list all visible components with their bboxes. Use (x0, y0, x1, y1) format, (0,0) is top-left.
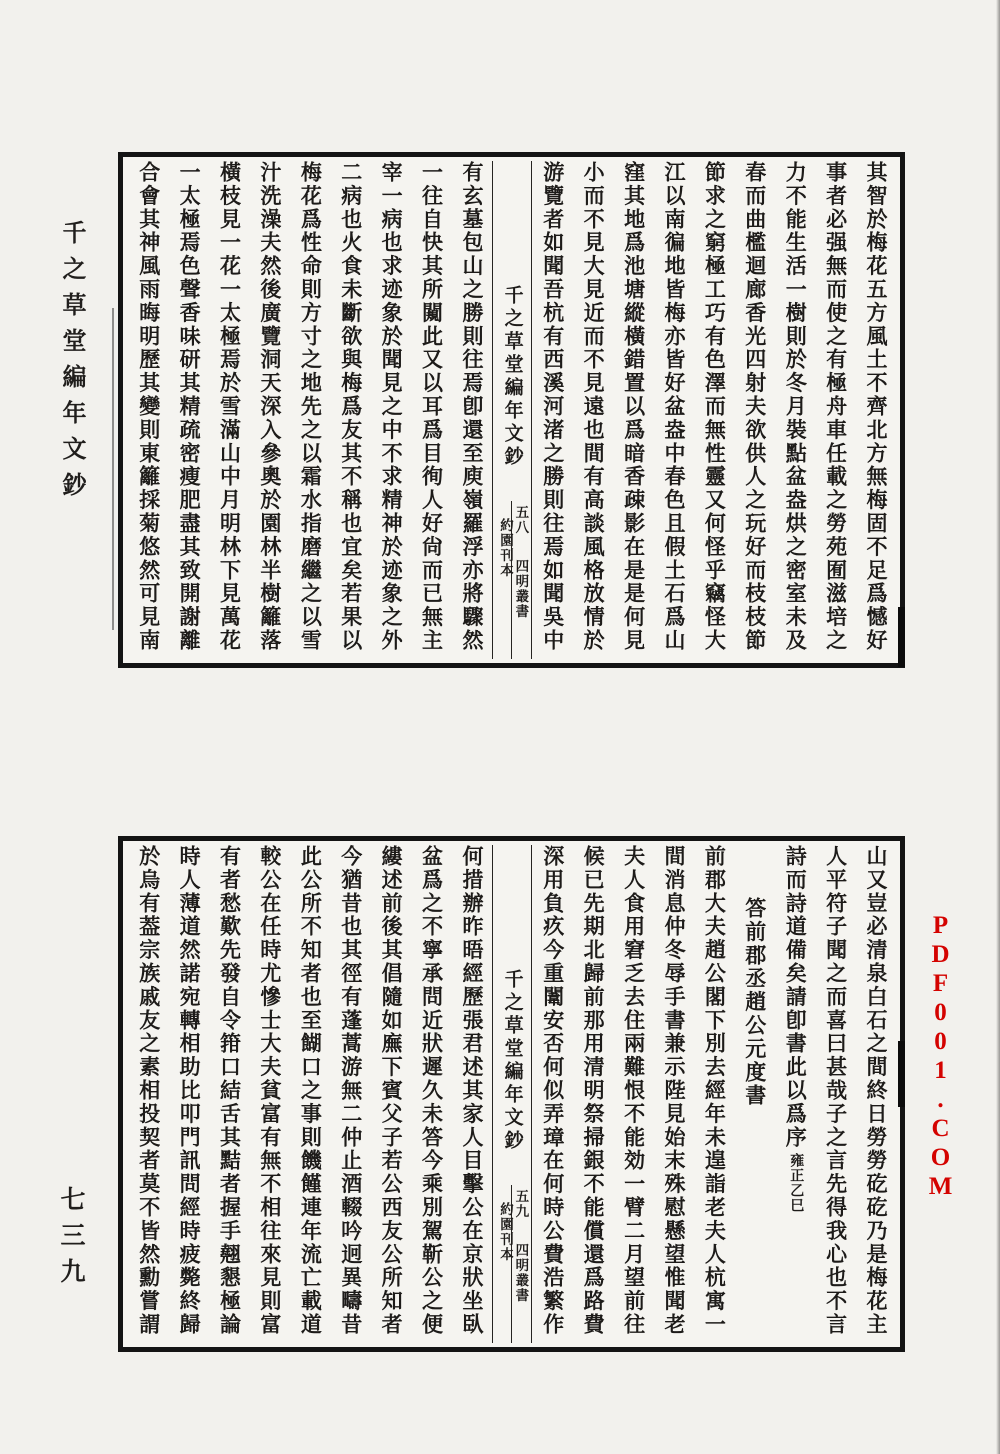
text-column: 較公在任時尤慘士大夫貧富有無不相往來見則富 (257, 845, 282, 1337)
bottom-columns (127, 845, 896, 1343)
text-column: 於烏有葢宗族戚友之素相投契者莫不皆然勳嘗謂 (136, 845, 161, 1337)
center-title-column (492, 845, 532, 1343)
edition-label: 約園刊本 (497, 518, 513, 578)
center-title-column (492, 161, 532, 659)
text-column: 候已先期北歸前那用清明祭掃銀不能償還爲路費 (581, 845, 606, 1337)
text-column: 窪其地爲池塘縱橫錯置以爲暗香疎影在是是何見 (621, 161, 646, 653)
text-column: 山又豈必清泉白石之間終日勞勞矻矻乃是梅花主 (864, 845, 888, 1337)
text-column: 江以南徧地皆梅亦皆好盆盎中春色且假土石爲山 (661, 161, 686, 653)
date-note: 雍正乙巳 (788, 1153, 804, 1214)
folio-label: 五八 (513, 505, 529, 535)
border-tab (898, 1041, 905, 1107)
text-column: 事者必强無而使之有極舟車任載之勞苑囿滋培之 (823, 161, 848, 653)
text-column: 力不能生活一樹則於冬月裝點盆盎烘之密室未及 (783, 161, 808, 653)
text-column: 節求之窮極工巧有色澤而無性靈又何怪乎竊怪大 (702, 161, 727, 653)
text-column: 其智於梅花五方風土不齊北方無梅固不足爲憾好 (864, 161, 888, 653)
text-column: 人平符子聞之而喜曰甚哉子之言先得我心也不言 (823, 845, 848, 1337)
text-column: 春而曲檻迴廊香光四射夫欲供人之玩好而枝枝節 (742, 161, 767, 653)
top-text-block (118, 152, 905, 668)
text-column: 有者愁歎先發自令箝口結舌其黠者握手翹懇極論 (217, 845, 242, 1337)
text-column: 小而不見大見近而不見遠也間有高談風格放情於 (581, 161, 606, 653)
text-column: 汁洗澡夫然後廣覽洞天深入參奧於園林半樹籬落 (257, 161, 282, 653)
text-column: 何措辦昨晤經歷張君述其家人目擊公在京狀坐臥 (459, 845, 484, 1337)
text-column: 間消息仲冬辱手書兼示陛見始末殊慰懸望惟聞老 (661, 845, 686, 1337)
text-column: 游覽者如聞吾杭有西溪河渚之勝則往焉如聞吳中 (540, 161, 565, 653)
text-column: 前郡大夫趙公閣下別去經年未遑詣老夫人杭寓一 (702, 845, 727, 1337)
text-column (775, 845, 815, 1343)
text-column: 橫枝見一花一太極焉於雪滿山中月明林下見萬花 (217, 161, 242, 653)
text-column: 一往自快其所闚此又以耳爲目徇人好尙而已無主 (419, 161, 444, 653)
text-column: 縷述前後其倡隨如廡下賓父子若公西友公所知者 (379, 845, 404, 1337)
margin-rule (112, 308, 114, 630)
text-column: 二病也火食未斷欲與梅爲友其不稱也宜矣若果以 (338, 161, 363, 653)
text-run: 詩而詩道備矣請卽書此以爲序 (783, 845, 808, 1150)
text-column: 夫人食用窘乏去住兩難恨不能効一臂二月望前往 (621, 845, 646, 1337)
folio-label: 五九 (513, 1189, 529, 1219)
text-column: 有玄墓包山之勝則往焉卽還至庾嶺羅浮亦將驟然 (459, 161, 484, 653)
bottom-text-block (118, 836, 905, 1352)
text-column: 梅花爲性命則方寸之地先之以霜水指磨繼之以雪 (298, 161, 323, 653)
series-label: 四明叢書 (513, 1242, 529, 1303)
series-label: 四明叢書 (513, 558, 529, 619)
scan-edge-shadow (996, 0, 1000, 1454)
edition-label: 約園刊本 (497, 1202, 513, 1262)
watermark-text: PDF001.COM (927, 912, 954, 1202)
border-tab (898, 607, 905, 667)
text-column: 今猶昔也其徑有蓬蒿游無二仲止酒輟吟迥異疇昔 (338, 845, 363, 1337)
top-columns (127, 161, 896, 659)
text-column: 此公所不知者也至餬口之事則饑饉連年流亡載道 (298, 845, 323, 1337)
text-column: 宰一病也求迹象於聞見之中不求精神於迹象之外 (379, 161, 404, 653)
text-column: 時人薄道然諾宛轉相助比叩門訊問經時疲斃終歸 (177, 845, 202, 1337)
margin-book-title: 千之草堂編年文鈔 (58, 220, 84, 508)
page-number: 七三九 (57, 1186, 84, 1294)
text-column: 合會其神風雨晦明歷其變則東籬採菊悠然可見南 (136, 161, 161, 653)
center-title: 千之草堂編年文鈔 (501, 285, 523, 469)
text-column: 盆爲之不寧承問近狀遲久未答今乘別駕靳公之便 (419, 845, 444, 1337)
section-title-column: 答前郡丞趙公元度書 (742, 897, 767, 1108)
center-title: 千之草堂編年文鈔 (501, 969, 523, 1153)
text-column: 一太極焉色聲香味研其精疏密瘦肥盡其致開謝離 (177, 161, 202, 653)
text-column: 深用負疚今重闈安否何似弄璋在何時公費浩繁作 (540, 845, 565, 1337)
